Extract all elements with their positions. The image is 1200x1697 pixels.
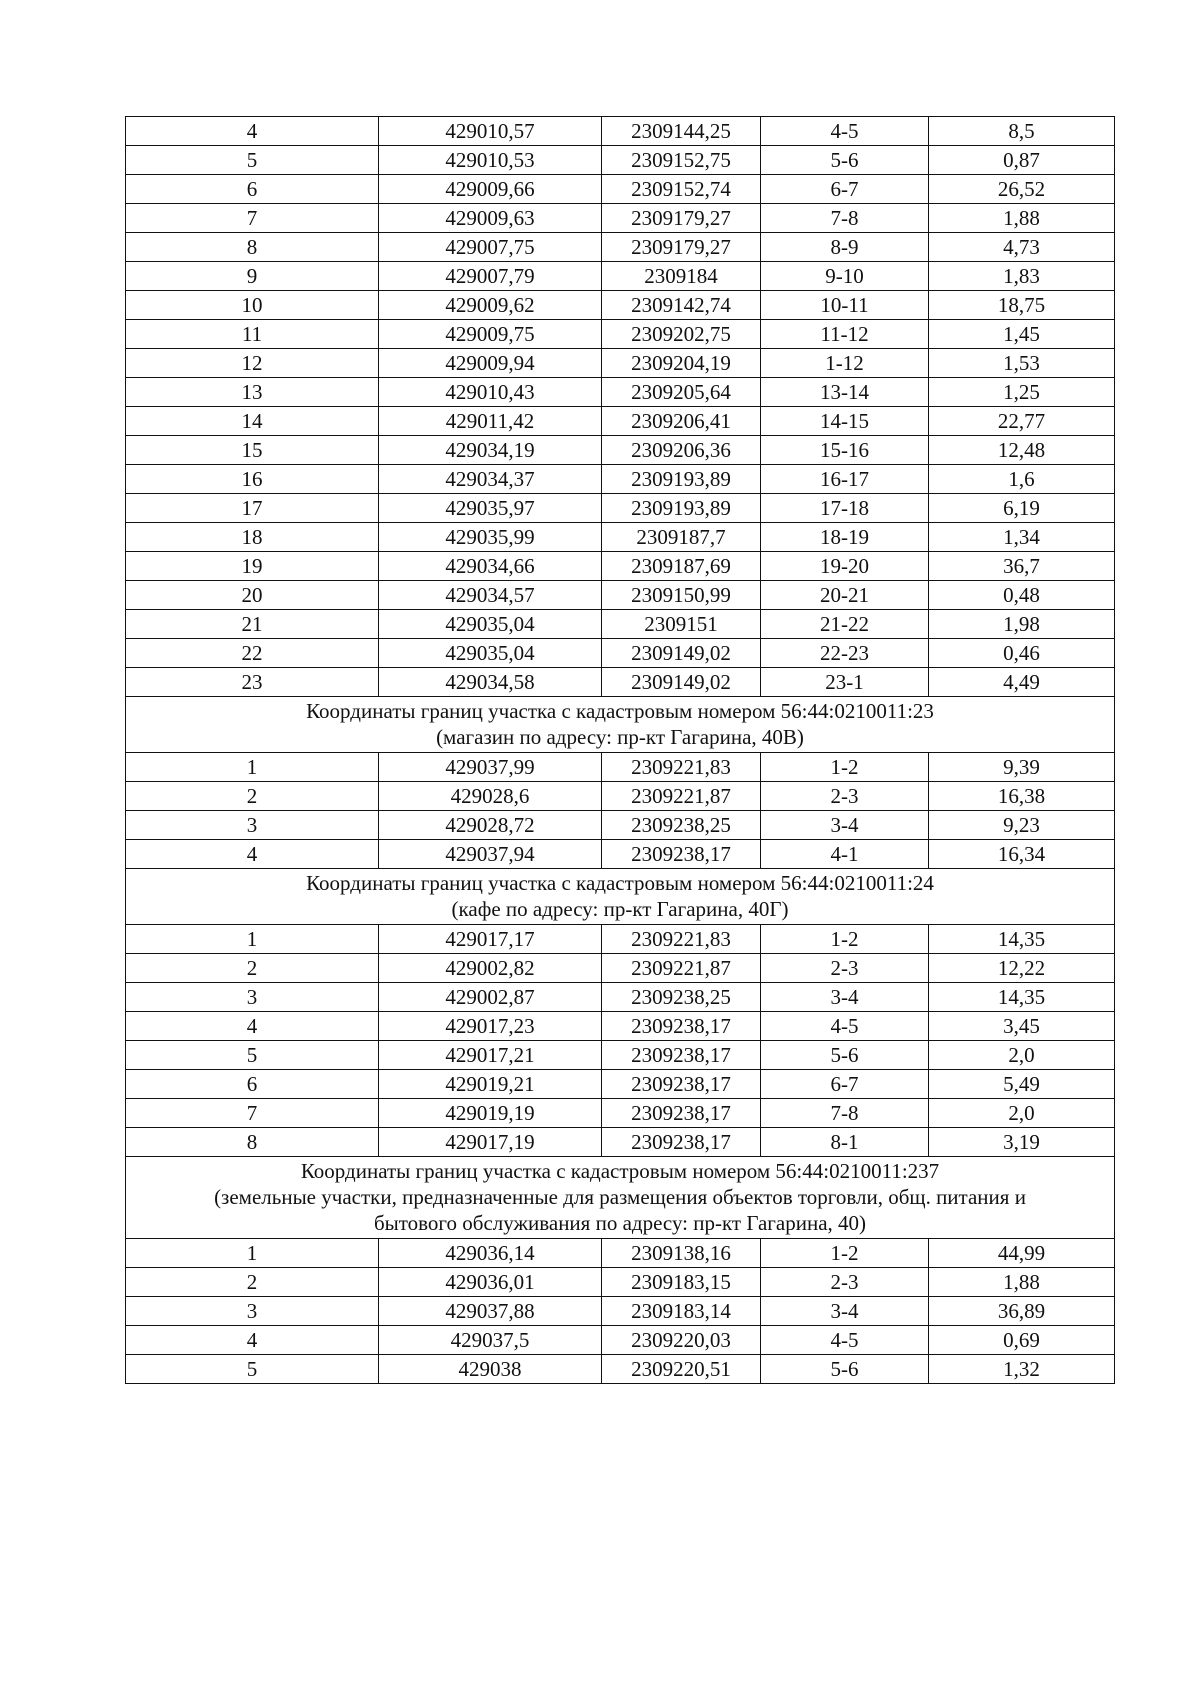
length-cell: 8,5 — [929, 117, 1115, 146]
segment-cell: 11-12 — [761, 320, 929, 349]
y-coordinate-cell: 2309238,17 — [602, 1128, 761, 1157]
segment-cell: 5-6 — [761, 1355, 929, 1384]
x-coordinate-cell: 429035,97 — [379, 494, 602, 523]
y-coordinate-cell: 2309220,03 — [602, 1326, 761, 1355]
y-coordinate-cell: 2309187,69 — [602, 552, 761, 581]
point-number-cell: 1 — [126, 753, 379, 782]
x-coordinate-cell: 429009,66 — [379, 175, 602, 204]
table-row — [126, 117, 1115, 146]
x-coordinate-cell: 429035,04 — [379, 639, 602, 668]
y-coordinate-cell: 2309179,27 — [602, 233, 761, 262]
coordinates-table-body — [126, 117, 1115, 1384]
x-coordinate-cell: 429017,17 — [379, 925, 602, 954]
y-coordinate-cell: 2309152,74 — [602, 175, 761, 204]
y-coordinate-cell: 2309221,83 — [602, 925, 761, 954]
point-number-cell: 6 — [126, 1070, 379, 1099]
length-cell: 1,25 — [929, 378, 1115, 407]
segment-cell: 3-4 — [761, 811, 929, 840]
point-number-cell: 1 — [126, 925, 379, 954]
y-coordinate-cell: 2309144,25 — [602, 117, 761, 146]
table-row — [126, 262, 1115, 291]
x-coordinate-cell: 429034,57 — [379, 581, 602, 610]
x-coordinate-cell: 429010,57 — [379, 117, 602, 146]
y-coordinate-cell: 2309179,27 — [602, 204, 761, 233]
length-cell: 36,7 — [929, 552, 1115, 581]
x-coordinate-cell: 429009,75 — [379, 320, 602, 349]
segment-cell: 15-16 — [761, 436, 929, 465]
table-row — [126, 983, 1115, 1012]
segment-cell: 4-5 — [761, 117, 929, 146]
x-coordinate-cell: 429009,62 — [379, 291, 602, 320]
point-number-cell: 4 — [126, 1326, 379, 1355]
length-cell: 1,34 — [929, 523, 1115, 552]
x-coordinate-cell: 429035,99 — [379, 523, 602, 552]
segment-cell: 4-5 — [761, 1326, 929, 1355]
section-header-line: Координаты границ участка с кадастровым номером 56:44:0210011:23 — [306, 699, 934, 723]
point-number-cell: 20 — [126, 581, 379, 610]
point-number-cell: 3 — [126, 1297, 379, 1326]
y-coordinate-cell: 2309238,17 — [602, 1012, 761, 1041]
table-row — [126, 610, 1115, 639]
table-row — [126, 1012, 1115, 1041]
section-header-row — [126, 697, 1115, 753]
segment-cell: 8-1 — [761, 1128, 929, 1157]
point-number-cell: 7 — [126, 1099, 379, 1128]
y-coordinate-cell: 2309221,87 — [602, 954, 761, 983]
length-cell: 4,73 — [929, 233, 1115, 262]
y-coordinate-cell: 2309221,87 — [602, 782, 761, 811]
length-cell: 18,75 — [929, 291, 1115, 320]
table-row — [126, 349, 1115, 378]
segment-cell: 23-1 — [761, 668, 929, 697]
y-coordinate-cell: 2309193,89 — [602, 465, 761, 494]
x-coordinate-cell: 429009,63 — [379, 204, 602, 233]
x-coordinate-cell: 429034,37 — [379, 465, 602, 494]
x-coordinate-cell: 429037,94 — [379, 840, 602, 869]
segment-cell: 2-3 — [761, 954, 929, 983]
length-cell: 16,34 — [929, 840, 1115, 869]
y-coordinate-cell: 2309183,15 — [602, 1268, 761, 1297]
table-row — [126, 811, 1115, 840]
section-header-row — [126, 869, 1115, 925]
y-coordinate-cell: 2309221,83 — [602, 753, 761, 782]
x-coordinate-cell: 429010,53 — [379, 146, 602, 175]
x-coordinate-cell: 429028,72 — [379, 811, 602, 840]
section-header-cell — [126, 869, 1115, 925]
y-coordinate-cell: 2309183,14 — [602, 1297, 761, 1326]
segment-cell: 22-23 — [761, 639, 929, 668]
y-coordinate-cell: 2309206,36 — [602, 436, 761, 465]
table-row — [126, 753, 1115, 782]
segment-cell: 7-8 — [761, 204, 929, 233]
y-coordinate-cell: 2309187,7 — [602, 523, 761, 552]
x-coordinate-cell: 429034,66 — [379, 552, 602, 581]
point-number-cell: 18 — [126, 523, 379, 552]
point-number-cell: 5 — [126, 1355, 379, 1384]
point-number-cell: 19 — [126, 552, 379, 581]
length-cell: 6,19 — [929, 494, 1115, 523]
point-number-cell: 21 — [126, 610, 379, 639]
x-coordinate-cell: 429011,42 — [379, 407, 602, 436]
segment-cell: 8-9 — [761, 233, 929, 262]
section-header-row — [126, 1157, 1115, 1239]
segment-cell: 5-6 — [761, 1041, 929, 1070]
point-number-cell: 7 — [126, 204, 379, 233]
segment-cell: 14-15 — [761, 407, 929, 436]
point-number-cell: 8 — [126, 1128, 379, 1157]
table-row — [126, 465, 1115, 494]
segment-cell: 6-7 — [761, 175, 929, 204]
table-row — [126, 925, 1115, 954]
segment-cell: 1-2 — [761, 1239, 929, 1268]
point-number-cell: 10 — [126, 291, 379, 320]
section-header-line: (кафе по адресу: пр-кт Гагарина, 40Г) — [451, 897, 789, 921]
segment-cell: 19-20 — [761, 552, 929, 581]
point-number-cell: 2 — [126, 782, 379, 811]
point-number-cell: 5 — [126, 146, 379, 175]
table-row — [126, 175, 1115, 204]
y-coordinate-cell: 2309238,25 — [602, 811, 761, 840]
segment-cell: 2-3 — [761, 782, 929, 811]
point-number-cell: 22 — [126, 639, 379, 668]
segment-cell: 13-14 — [761, 378, 929, 407]
point-number-cell: 9 — [126, 262, 379, 291]
segment-cell: 1-2 — [761, 925, 929, 954]
x-coordinate-cell: 429028,6 — [379, 782, 602, 811]
segment-cell: 10-11 — [761, 291, 929, 320]
table-row — [126, 1326, 1115, 1355]
x-coordinate-cell: 429037,99 — [379, 753, 602, 782]
section-header-cell — [126, 697, 1115, 753]
y-coordinate-cell: 2309150,99 — [602, 581, 761, 610]
point-number-cell: 13 — [126, 378, 379, 407]
point-number-cell: 4 — [126, 117, 379, 146]
point-number-cell: 3 — [126, 983, 379, 1012]
section-header-line: (земельные участки, предназначенные для размещения объектов торговли, общ. питания и — [214, 1185, 1026, 1209]
point-number-cell: 14 — [126, 407, 379, 436]
segment-cell: 21-22 — [761, 610, 929, 639]
x-coordinate-cell: 429002,87 — [379, 983, 602, 1012]
x-coordinate-cell: 429002,82 — [379, 954, 602, 983]
table-row — [126, 1099, 1115, 1128]
point-number-cell: 1 — [126, 1239, 379, 1268]
y-coordinate-cell: 2309238,17 — [602, 1041, 761, 1070]
y-coordinate-cell: 2309184 — [602, 262, 761, 291]
y-coordinate-cell: 2309202,75 — [602, 320, 761, 349]
segment-cell: 20-21 — [761, 581, 929, 610]
y-coordinate-cell: 2309149,02 — [602, 668, 761, 697]
length-cell: 36,89 — [929, 1297, 1115, 1326]
point-number-cell: 3 — [126, 811, 379, 840]
y-coordinate-cell: 2309205,64 — [602, 378, 761, 407]
table-row — [126, 204, 1115, 233]
segment-cell: 2-3 — [761, 1268, 929, 1297]
y-coordinate-cell: 2309152,75 — [602, 146, 761, 175]
length-cell: 14,35 — [929, 983, 1115, 1012]
section-header-cell — [126, 1157, 1115, 1239]
length-cell: 9,23 — [929, 811, 1115, 840]
x-coordinate-cell: 429034,58 — [379, 668, 602, 697]
length-cell: 1,98 — [929, 610, 1115, 639]
coordinates-table — [125, 116, 1115, 1384]
table-row — [126, 1268, 1115, 1297]
length-cell: 1,32 — [929, 1355, 1115, 1384]
x-coordinate-cell: 429037,5 — [379, 1326, 602, 1355]
point-number-cell: 16 — [126, 465, 379, 494]
x-coordinate-cell: 429017,19 — [379, 1128, 602, 1157]
x-coordinate-cell: 429037,88 — [379, 1297, 602, 1326]
segment-cell: 6-7 — [761, 1070, 929, 1099]
section-header-line: (магазин по адресу: пр-кт Гагарина, 40В) — [436, 725, 804, 749]
length-cell: 2,0 — [929, 1041, 1115, 1070]
length-cell: 2,0 — [929, 1099, 1115, 1128]
table-row — [126, 581, 1115, 610]
y-coordinate-cell: 2309193,89 — [602, 494, 761, 523]
y-coordinate-cell: 2309142,74 — [602, 291, 761, 320]
table-row — [126, 639, 1115, 668]
segment-cell: 1-2 — [761, 753, 929, 782]
y-coordinate-cell: 2309220,51 — [602, 1355, 761, 1384]
table-row — [126, 782, 1115, 811]
x-coordinate-cell: 429009,94 — [379, 349, 602, 378]
x-coordinate-cell: 429019,21 — [379, 1070, 602, 1099]
table-row — [126, 1128, 1115, 1157]
point-number-cell: 6 — [126, 175, 379, 204]
segment-cell: 9-10 — [761, 262, 929, 291]
x-coordinate-cell: 429007,75 — [379, 233, 602, 262]
length-cell: 3,19 — [929, 1128, 1115, 1157]
point-number-cell: 2 — [126, 954, 379, 983]
segment-cell: 3-4 — [761, 1297, 929, 1326]
table-row — [126, 291, 1115, 320]
length-cell: 1,6 — [929, 465, 1115, 494]
y-coordinate-cell: 2309149,02 — [602, 639, 761, 668]
length-cell: 0,69 — [929, 1326, 1115, 1355]
point-number-cell: 17 — [126, 494, 379, 523]
point-number-cell: 8 — [126, 233, 379, 262]
y-coordinate-cell: 2309206,41 — [602, 407, 761, 436]
segment-cell: 5-6 — [761, 146, 929, 175]
length-cell: 12,22 — [929, 954, 1115, 983]
length-cell: 0,46 — [929, 639, 1115, 668]
y-coordinate-cell: 2309238,17 — [602, 1070, 761, 1099]
section-header-line: Координаты границ участка с кадастровым номером 56:44:0210011:24 — [306, 871, 934, 895]
y-coordinate-cell: 2309204,19 — [602, 349, 761, 378]
segment-cell: 3-4 — [761, 983, 929, 1012]
segment-cell: 18-19 — [761, 523, 929, 552]
length-cell: 26,52 — [929, 175, 1115, 204]
length-cell: 1,53 — [929, 349, 1115, 378]
table-row — [126, 1041, 1115, 1070]
length-cell: 44,99 — [929, 1239, 1115, 1268]
table-row — [126, 552, 1115, 581]
table-row — [126, 233, 1115, 262]
table-row — [126, 378, 1115, 407]
point-number-cell: 11 — [126, 320, 379, 349]
length-cell: 9,39 — [929, 753, 1115, 782]
x-coordinate-cell: 429034,19 — [379, 436, 602, 465]
length-cell: 14,35 — [929, 925, 1115, 954]
length-cell: 0,48 — [929, 581, 1115, 610]
point-number-cell: 4 — [126, 840, 379, 869]
point-number-cell: 12 — [126, 349, 379, 378]
y-coordinate-cell: 2309238,25 — [602, 983, 761, 1012]
table-row — [126, 320, 1115, 349]
table-row — [126, 523, 1115, 552]
point-number-cell: 5 — [126, 1041, 379, 1070]
length-cell: 5,49 — [929, 1070, 1115, 1099]
table-row — [126, 494, 1115, 523]
point-number-cell: 15 — [126, 436, 379, 465]
table-row — [126, 668, 1115, 697]
table-row — [126, 1070, 1115, 1099]
table-row — [126, 407, 1115, 436]
y-coordinate-cell: 2309238,17 — [602, 840, 761, 869]
table-row — [126, 146, 1115, 175]
length-cell: 1,83 — [929, 262, 1115, 291]
segment-cell: 1-12 — [761, 349, 929, 378]
x-coordinate-cell: 429010,43 — [379, 378, 602, 407]
table-row — [126, 840, 1115, 869]
length-cell: 16,38 — [929, 782, 1115, 811]
y-coordinate-cell: 2309238,17 — [602, 1099, 761, 1128]
length-cell: 22,77 — [929, 407, 1115, 436]
length-cell: 4,49 — [929, 668, 1115, 697]
table-row — [126, 436, 1115, 465]
x-coordinate-cell: 429017,23 — [379, 1012, 602, 1041]
segment-cell: 17-18 — [761, 494, 929, 523]
point-number-cell: 23 — [126, 668, 379, 697]
x-coordinate-cell: 429036,14 — [379, 1239, 602, 1268]
x-coordinate-cell: 429038 — [379, 1355, 602, 1384]
section-header-line: бытового обслуживания по адресу: пр-кт Гагарина, 40) — [373, 1211, 867, 1235]
length-cell: 3,45 — [929, 1012, 1115, 1041]
segment-cell: 4-1 — [761, 840, 929, 869]
y-coordinate-cell: 2309151 — [602, 610, 761, 639]
segment-cell: 7-8 — [761, 1099, 929, 1128]
length-cell: 12,48 — [929, 436, 1115, 465]
x-coordinate-cell: 429036,01 — [379, 1268, 602, 1297]
table-row — [126, 1355, 1115, 1384]
x-coordinate-cell: 429017,21 — [379, 1041, 602, 1070]
segment-cell: 4-5 — [761, 1012, 929, 1041]
x-coordinate-cell: 429007,79 — [379, 262, 602, 291]
point-number-cell: 4 — [126, 1012, 379, 1041]
length-cell: 1,45 — [929, 320, 1115, 349]
y-coordinate-cell: 2309138,16 — [602, 1239, 761, 1268]
table-row — [126, 1239, 1115, 1268]
table-row — [126, 1297, 1115, 1326]
table-row — [126, 954, 1115, 983]
length-cell: 1,88 — [929, 1268, 1115, 1297]
x-coordinate-cell: 429035,04 — [379, 610, 602, 639]
length-cell: 1,88 — [929, 204, 1115, 233]
point-number-cell: 2 — [126, 1268, 379, 1297]
segment-cell: 16-17 — [761, 465, 929, 494]
section-header-line: Координаты границ участка с кадастровым номером 56:44:0210011:237 — [300, 1159, 940, 1183]
length-cell: 0,87 — [929, 146, 1115, 175]
x-coordinate-cell: 429019,19 — [379, 1099, 602, 1128]
